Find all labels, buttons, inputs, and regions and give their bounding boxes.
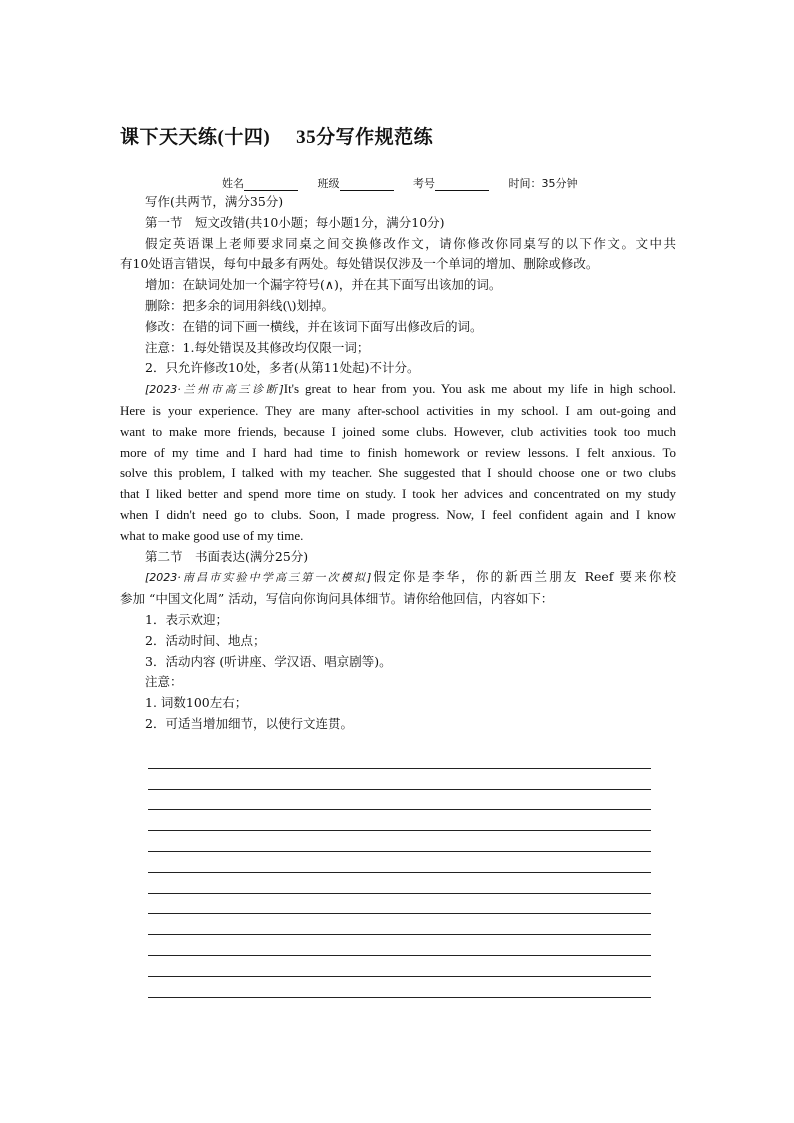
writing-heading: 写作(共两节，满分35分) xyxy=(145,194,284,209)
content-item: 3．活动内容 (听讲座、学汉语、唱京剧等)。 xyxy=(145,653,392,669)
section1-intro-line2: 有10处语言错误，每句中最多有两处。每处错误仅涉及一个单词的增加、删除或修改。 xyxy=(120,256,599,272)
answer-line[interactable] xyxy=(148,831,651,852)
answer-line[interactable] xyxy=(148,810,651,831)
passage-line: want to make more friends, because I joined some clubs. However, club activities took too much xyxy=(120,423,676,439)
passage-line: more of my time and I hard had time to finish homework or review lessons. I felt anxious. To xyxy=(120,444,676,460)
number-blank[interactable] xyxy=(435,179,489,191)
note-line2: 2．只允许修改10处，多者(从第11处起)不计分。 xyxy=(145,360,420,376)
section1-heading: 第一节 短文改错(共10小题；每小题1分，满分10分) xyxy=(145,214,445,230)
instruction-modify: 修改：在错的词下画一横线，并在该词下面写出修改后的词。 xyxy=(145,318,483,334)
page-title xyxy=(120,122,433,149)
passage-line: what to make good use of my time. xyxy=(120,527,304,543)
passage-line: when I didn't need go to clubs. Soon, I made progress. Now, I feel confident again and I know xyxy=(120,506,676,522)
section2-note: 2．可适当增加细节，以使行文连贯。 xyxy=(145,715,353,731)
passage-line: that I liked better and spend more time on study. I took her advices and concentrated on my study xyxy=(120,486,676,502)
passage-line: solve this problem, I talked with my teacher. She suggested that I should choose one or two clubs xyxy=(120,465,676,481)
instruction-delete: 删除：把多余的词用斜线(\)划掉。 xyxy=(145,297,334,313)
note-line1: 注意：1.每处错误及其修改均仅限一词； xyxy=(145,339,370,355)
name-field: 姓名 xyxy=(222,175,298,191)
section2-source: [2023·南昌市实验中学高三第一次模拟] xyxy=(145,571,372,585)
class-field: 班级 xyxy=(318,175,394,191)
worksheet-body xyxy=(120,192,676,735)
passage-source: [2023·兰州市高三诊断] xyxy=(145,383,284,397)
number-field: 考号 xyxy=(413,175,489,191)
passage-line: [2023·兰州市高三诊断]It's great to hear from you. You ask me about my life in high school. xyxy=(145,381,676,397)
passage-line: Here is your experience. They are many after-school activities in my school. I am out-going and xyxy=(120,402,676,418)
student-info-row xyxy=(222,175,594,191)
section2-note-label: 注意： xyxy=(145,674,183,690)
answer-line[interactable] xyxy=(148,873,651,894)
title-sub: 35分写作规范练 xyxy=(296,127,434,148)
class-blank[interactable] xyxy=(340,179,394,191)
name-blank[interactable] xyxy=(244,179,298,191)
section2-prompt-line1: [2023·南昌市实验中学高三第一次模拟]假定你是李华，你的新西兰朋友 Reef 要来你校 xyxy=(145,569,676,585)
answer-line[interactable] xyxy=(148,914,651,935)
answer-area[interactable] xyxy=(148,748,651,998)
answer-line[interactable] xyxy=(148,790,651,811)
answer-line[interactable] xyxy=(148,852,651,873)
answer-line[interactable] xyxy=(148,935,651,956)
section2-prompt-line2: 参加 “中国文化周” 活动，写信向你询问具体细节。请你给他回信，内容如下： xyxy=(120,591,554,607)
answer-line[interactable] xyxy=(148,977,651,998)
section1-intro-line1: 假定英语课上老师要求同桌之间交换修改作文，请你修改你同桌写的以下作文。文中共 xyxy=(145,235,676,251)
answer-line[interactable] xyxy=(148,769,651,790)
title-main: 课下天天练(十四) xyxy=(120,127,271,148)
time-label: 时间：35分钟 xyxy=(508,177,578,190)
content-item: 2．活动时间、地点； xyxy=(145,632,266,648)
section2-heading: 第二节 书面表达(满分25分) xyxy=(145,548,309,564)
answer-line[interactable] xyxy=(148,894,651,915)
answer-line[interactable] xyxy=(148,956,651,977)
answer-line[interactable] xyxy=(148,748,651,769)
instruction-add: 增加：在缺词处加一个漏字符号(∧)，并在其下面写出该加的词。 xyxy=(145,277,502,293)
section2-note: 1. 词数100左右； xyxy=(145,695,248,711)
content-item: 1．表示欢迎； xyxy=(145,611,228,627)
